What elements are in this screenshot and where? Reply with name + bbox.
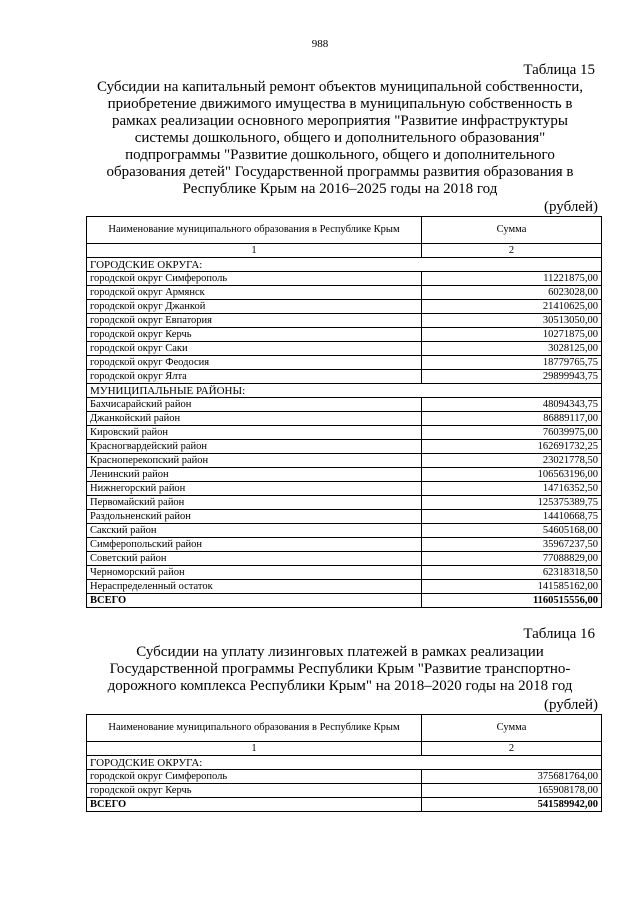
row-sum: 86889117,00 xyxy=(422,412,602,426)
table15-unit: (рублей) xyxy=(543,199,598,215)
table15-section-row xyxy=(87,258,602,272)
table16-unit: (рублей) xyxy=(543,697,598,713)
table-row xyxy=(87,342,602,356)
table-row xyxy=(87,314,602,328)
row-name: Джанкойский район xyxy=(87,412,422,426)
table16-title xyxy=(70,644,610,695)
row-sum: 62318318,50 xyxy=(422,566,602,580)
row-name: городской округ Ялта xyxy=(87,370,422,384)
row-name: Красногвардейский район xyxy=(87,440,422,454)
row-name: Советский район xyxy=(87,552,422,566)
table15-colnum-row xyxy=(87,244,602,258)
row-name: городской округ Симферополь xyxy=(87,770,422,784)
table15-title-line: Республике Крым на 2016–2025 годы на 2018 год xyxy=(182,181,498,197)
table-row xyxy=(87,398,602,412)
section-label: ГОРОДСКИЕ ОКРУГА: xyxy=(87,258,602,272)
table-row xyxy=(87,784,602,798)
col-name-header: Наименование муниципального образования в Республике Крым xyxy=(87,715,422,742)
row-sum: 18779765,75 xyxy=(422,356,602,370)
row-name: Черноморский район xyxy=(87,566,422,580)
row-sum: 106563196,00 xyxy=(422,468,602,482)
row-sum: 54605168,00 xyxy=(422,524,602,538)
table15-title-line: приобретение движимого имущества в муниципальную собственность в xyxy=(107,96,573,112)
table-row xyxy=(87,482,602,496)
table16-title-line: Субсидии на уплату лизинговых платежей в рамках реализации xyxy=(136,644,544,660)
table15-section-row xyxy=(87,384,602,398)
row-sum: 165908178,00 xyxy=(422,784,602,798)
row-sum: 162691732,25 xyxy=(422,440,602,454)
table15-title-line: рамках реализации основного мероприятия "Развитие инфраструктуры xyxy=(111,113,568,129)
col-num-1: 1 xyxy=(87,244,422,258)
table-row xyxy=(87,524,602,538)
row-sum: 76039975,00 xyxy=(422,426,602,440)
row-sum: 11221875,00 xyxy=(422,272,602,286)
table-row xyxy=(87,328,602,342)
table-row xyxy=(87,454,602,468)
row-sum: 6023028,00 xyxy=(422,286,602,300)
row-sum: 35967237,50 xyxy=(422,538,602,552)
table-row xyxy=(87,468,602,482)
table-row xyxy=(87,510,602,524)
row-sum: 125375389,75 xyxy=(422,496,602,510)
row-name: Раздольненский район xyxy=(87,510,422,524)
table16-title-line: Государственной программы Республики Крым "Развитие транспортно- xyxy=(109,661,571,677)
row-name: городской округ Керчь xyxy=(87,784,422,798)
row-sum: 29899943,75 xyxy=(422,370,602,384)
row-sum: 141585162,00 xyxy=(422,580,602,594)
row-sum: 23021778,50 xyxy=(422,454,602,468)
row-name: городской округ Армянск xyxy=(87,286,422,300)
row-name: городской округ Керчь xyxy=(87,328,422,342)
row-sum: 77088829,00 xyxy=(422,552,602,566)
table16-label: Таблица 16 xyxy=(523,626,595,642)
row-sum: 10271875,00 xyxy=(422,328,602,342)
total-label: ВСЕГО xyxy=(87,594,422,608)
row-name: Симферопольский район xyxy=(87,538,422,552)
row-name: Нижнегорский район xyxy=(87,482,422,496)
col-num-2: 2 xyxy=(422,244,602,258)
table16-header-row xyxy=(87,715,602,742)
row-name: Первомайский район xyxy=(87,496,422,510)
table15-title-line: Субсидии на капитальный ремонт объектов муниципальной собственности, xyxy=(97,79,583,95)
col-num-2: 2 xyxy=(422,742,602,756)
table-row xyxy=(87,286,602,300)
row-sum: 3028125,00 xyxy=(422,342,602,356)
table15-header-row xyxy=(87,217,602,244)
table-row xyxy=(87,426,602,440)
table15-title-line: образования детей" Государственной программы развития образования в xyxy=(106,164,574,180)
col-name-header: Наименование муниципального образования в Республике Крым xyxy=(87,217,422,244)
table16 xyxy=(86,714,602,812)
table-row xyxy=(87,770,602,784)
row-name: Нераспределенный остаток xyxy=(87,580,422,594)
table16-colnum-row xyxy=(87,742,602,756)
table-row xyxy=(87,300,602,314)
row-name: городской округ Симферополь xyxy=(87,272,422,286)
table-row xyxy=(87,496,602,510)
row-name: Ленинский район xyxy=(87,468,422,482)
col-sum-header: Сумма xyxy=(422,715,602,742)
total-sum: 541589942,00 xyxy=(422,798,602,812)
page-number: 988 xyxy=(311,38,329,50)
table16-total-row xyxy=(87,798,602,812)
table-row xyxy=(87,566,602,580)
row-name: городской округ Джанкой xyxy=(87,300,422,314)
table-row xyxy=(87,356,602,370)
table16-section-row xyxy=(87,756,602,770)
table-row xyxy=(87,552,602,566)
row-sum: 14410668,75 xyxy=(422,510,602,524)
row-name: Сакский район xyxy=(87,524,422,538)
row-sum: 375681764,00 xyxy=(422,770,602,784)
table-row xyxy=(87,440,602,454)
row-name: Бахчисарайский район xyxy=(87,398,422,412)
row-sum: 21410625,00 xyxy=(422,300,602,314)
table15-total-row xyxy=(87,594,602,608)
table-row xyxy=(87,272,602,286)
row-name: Кировский район xyxy=(87,426,422,440)
total-sum: 1160515556,00 xyxy=(422,594,602,608)
row-sum: 14716352,50 xyxy=(422,482,602,496)
table15-title-line: системы дошкольного, общего и дополнительного образования" xyxy=(134,130,546,146)
total-label: ВСЕГО xyxy=(87,798,422,812)
table15 xyxy=(86,216,602,608)
row-name: городской округ Саки xyxy=(87,342,422,356)
row-name: городской округ Евпатория xyxy=(87,314,422,328)
row-sum: 48094343,75 xyxy=(422,398,602,412)
section-label: ГОРОДСКИЕ ОКРУГА: xyxy=(87,756,602,770)
row-name: Красноперекопский район xyxy=(87,454,422,468)
section-label: МУНИЦИПАЛЬНЫЕ РАЙОНЫ: xyxy=(87,384,602,398)
table-row xyxy=(87,370,602,384)
table-row xyxy=(87,538,602,552)
table15-title-line: подпрограммы "Развитие дошкольного, общего и дополнительного xyxy=(125,147,555,163)
table-row xyxy=(87,580,602,594)
col-num-1: 1 xyxy=(87,742,422,756)
table-row xyxy=(87,412,602,426)
table16-title-line: дорожного комплекса Республики Крым" на 2018–2020 годы на 2018 год xyxy=(107,678,573,694)
table15-label: Таблица 15 xyxy=(523,62,595,78)
row-name: городской округ Феодосия xyxy=(87,356,422,370)
table15-title xyxy=(70,79,610,198)
col-sum-header: Сумма xyxy=(422,217,602,244)
row-sum: 30513050,00 xyxy=(422,314,602,328)
